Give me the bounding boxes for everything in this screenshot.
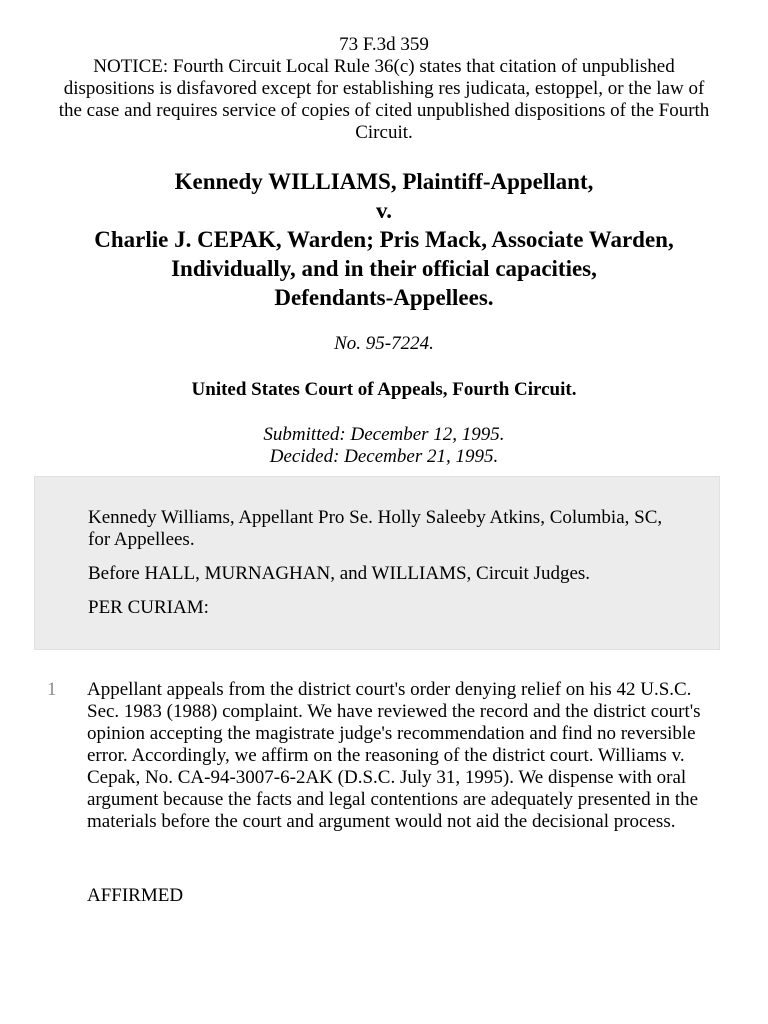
- court-name: United States Court of Appeals, Fourth Circuit.: [191, 379, 577, 400]
- opinion-body: [0, 679, 768, 833]
- paragraph-text: Appellant appeals from the district court's order denying relief on his 42 U.S.C. Sec. 1983 (1988) complaint. We have reviewed the record and the district court's opinion accepting the magistrate judge's recommendation and find no reversible error. Accordingly, we affirm on the reasoning of the district court. Williams v. Cepak, No. CA-94-3007-6-2AK (D.S.C. July 31, 1995). We dispense with oral argument because the facts and legal contentions are adequately presented in the materials before the court and argument would not aid the decisional process.: [87, 679, 701, 832]
- docket-number: No. 95-7224.: [334, 333, 434, 354]
- per-curiam-label: PER CURIAM:: [88, 597, 209, 618]
- case-caption: [0, 167, 768, 312]
- submitted-date: Submitted: December 12, 1995.: [263, 424, 505, 445]
- paragraph-number: 1: [47, 679, 57, 700]
- disposition: AFFIRMED: [87, 885, 184, 906]
- plaintiff-line: Kennedy WILLIAMS, Plaintiff-Appellant,: [174, 169, 594, 194]
- document-header: [58, 0, 710, 144]
- counsel-panel: [34, 476, 720, 650]
- defendants-line-3: Defendants-Appellees.: [274, 285, 494, 310]
- counsel-text: Kennedy Williams, Appellant Pro Se. Holly Saleeby Atkins, Columbia, SC, for Appellees.: [88, 507, 663, 550]
- opinion-paragraph: [0, 679, 727, 833]
- judges-text: Before HALL, MURNAGHAN, and WILLIAMS, Circuit Judges.: [88, 563, 591, 584]
- versus-line: v.: [376, 198, 392, 223]
- unpublished-notice: NOTICE: Fourth Circuit Local Rule 36(c) states that citation of unpublished dispositions is disfavored except for establishing res judicata, estoppel, or the law of the case and requires service of copies of cited unpublished dispositions of the Fourth Circuit.: [58, 56, 710, 143]
- defendants-line-2: Individually, and in their official capacities,: [171, 256, 597, 281]
- reporter-citation: 73 F.3d 359: [339, 34, 429, 55]
- decided-date: Decided: December 21, 1995.: [269, 446, 499, 467]
- case-dates: [0, 424, 768, 468]
- defendants-line-1: Charlie J. CEPAK, Warden; Pris Mack, Associate Warden,: [94, 227, 674, 252]
